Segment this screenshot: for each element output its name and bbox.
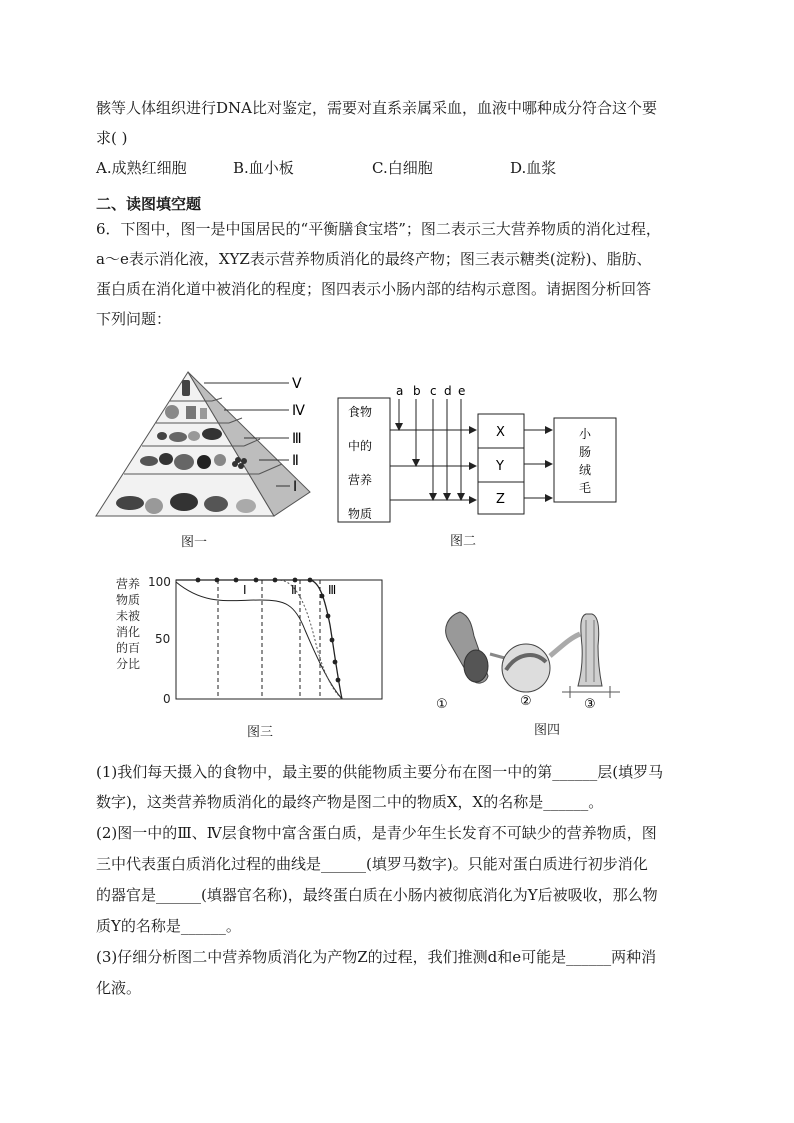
pyramid-level-label: Ⅴ [292,376,302,392]
pyramid-level-label: Ⅲ [292,431,302,447]
enzyme-label: c [430,384,437,398]
enzyme-label: b [413,384,421,398]
part-label: ② [520,694,532,709]
pyramid-level-label: Ⅰ [293,479,298,495]
figure-4-caption: 图四 [534,723,561,738]
question-line: 化液。 [96,979,142,997]
food-box-text: 物质 [348,507,373,521]
y-axis-label-line: 消化 [116,625,141,639]
section-title: 二、读图填空题 [96,195,202,213]
y-tick-label: 50 [155,632,171,646]
product-label: X [496,425,505,440]
villi-box-text: 毛 [579,481,592,495]
small-intestine-figure [430,606,630,714]
question-line: (2)图一中的Ⅲ、Ⅳ层食物中富含蛋白质，是青少年生长发育不可缺少的营养物质，图 [96,824,657,842]
enzyme-label: e [458,384,466,398]
curve-label: Ⅰ [243,583,247,597]
food-box-text: 营养 [348,473,373,487]
y-axis-label-line: 未被 [116,609,141,623]
y-tick-label: 100 [148,575,171,589]
enzyme-label: d [444,384,452,398]
pyramid-level-label: Ⅱ [292,453,299,469]
part-label: ① [436,697,448,712]
digestion-flow-figure [334,380,624,530]
q5-option-d: D.血浆 [510,159,557,177]
product-label: Z [496,492,505,507]
curve-label: Ⅱ [291,583,297,597]
question-line: (3)仔细分析图二中营养物质消化为产物Z的过程，我们推测d和e可能是______两种消 [96,948,657,966]
q6-stem-line-4: 下列问题： [96,310,172,328]
question-line: (1)我们每天摄入的食物中，最主要的供能物质主要分布在图一中的第______层(填罗马 [96,763,664,781]
question-line: 三中代表蛋白质消化过程的曲线是______(填罗马数字)。只能对蛋白质进行初步消化 [96,855,648,873]
q5-option-a: A.成熟红细胞 [96,159,187,177]
q6-stem-line-3: 蛋白质在消化道中被消化的程度；图四表示小肠内部的结构示意图。请据图分析回答 [96,280,652,298]
question-line: 的器官是______(填器官名称)，最终蛋白质在小肠内被彻底消化为Y后被吸收，那么物 [96,886,658,904]
q6-stem-line-1: 6．下图中，图一是中国居民的“平衡膳食宝塔”；图二表示三大营养物质的消化过程， [96,220,661,238]
q5-option-c: C.白细胞 [372,159,433,177]
q5-option-b: B.血小板 [233,159,294,177]
food-box-text: 中的 [348,439,373,453]
figure-1-caption: 图一 [181,535,208,550]
villi-box-text: 绒 [579,463,592,477]
y-axis-label-line: 分比 [116,657,141,671]
product-label: Y [496,459,504,474]
q6-stem-line-2: a～e表示消化液，XYZ表示营养物质消化的最终产物；图三表示糖类(淀粉)、脂肪、 [96,250,652,268]
y-axis-label-line: 的百 [116,641,141,655]
food-box-text: 食物 [348,405,373,419]
q5-text-line-1: 骸等人体组织进行DNA比对鉴定，需要对直系亲属采血，血液中哪种成分符合这个要 [96,99,657,117]
question-line: 数字)，这类营养物质消化的最终产物是图二中的物质X，X的名称是______。 [96,793,604,811]
figure-3-caption: 图三 [247,725,274,740]
villi-box-text: 小 [579,427,592,441]
y-axis-label-line: 物质 [116,593,141,607]
y-axis-label-line: 营养 [116,577,141,591]
pyramid-level-label: Ⅳ [292,403,305,419]
enzyme-label: a [396,384,404,398]
question-line: 质Y的名称是______。 [96,917,241,935]
part-label: ③ [584,697,596,712]
digestion-curve-figure [110,570,386,710]
curve-label: Ⅲ [328,583,337,597]
villi-box-text: 肠 [579,445,592,459]
y-tick-label: 0 [163,692,171,706]
food-pyramid-figure [94,366,314,526]
q5-text-line-2: 求( ) [96,129,128,147]
figure-2-caption: 图二 [450,534,477,549]
